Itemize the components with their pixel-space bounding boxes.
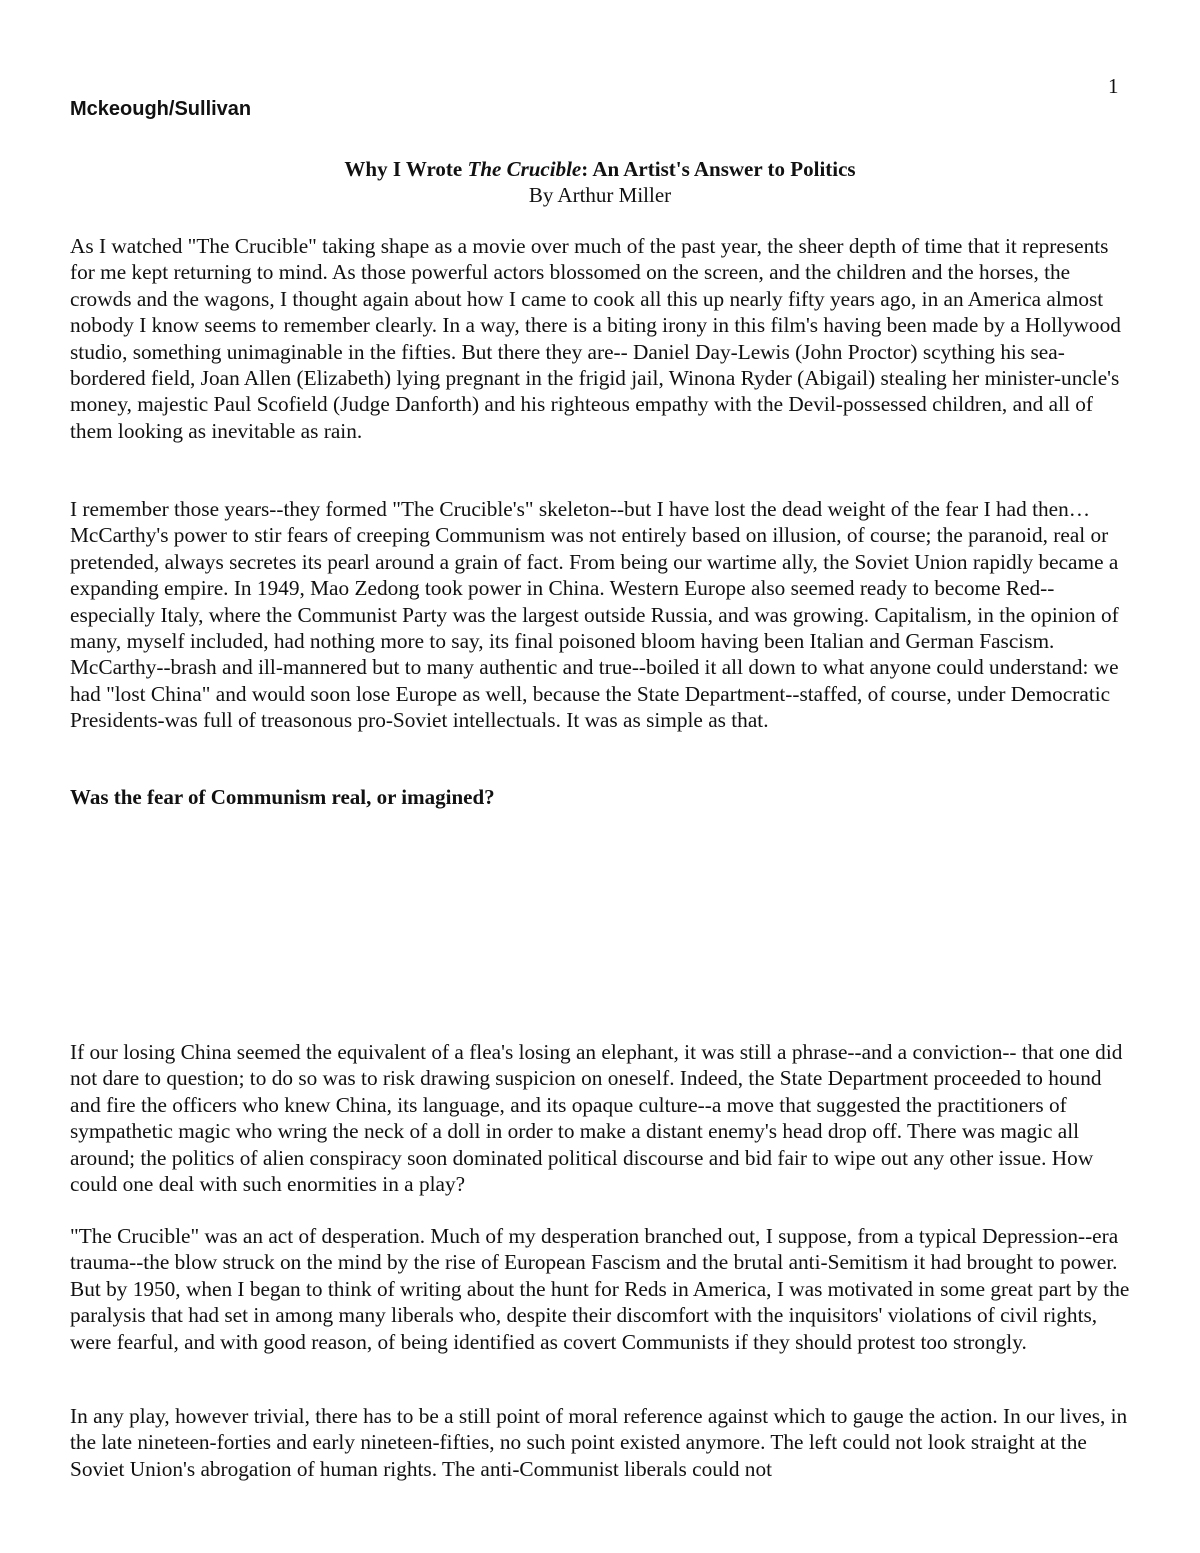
title-block (0, 156, 1200, 208)
title-italic: The Crucible (467, 157, 582, 181)
header-author-names: Mckeough/Sullivan (70, 98, 252, 120)
question-heading: Was the fear of Communism real, or imagined? (70, 785, 495, 809)
paragraph-3: If our losing China seemed the equivalent of a flea's losing an elephant, it was still a phrase--and a conviction-- that one did not dare to question; to do so was to risk drawing suspicion on oneself. Indeed, the State Department proceeded to hound and fire the officers who knew China, its language, and its opaque culture--a move that suggested the practitioners of sympathetic magic who wring the neck of a doll in order to make a distant enemy's head drop off. There was magic all around; the politics of alien conspiracy soon dominated political discourse and bid fair to wipe out any other issue. How could one deal with such enormities in a play? (70, 1040, 1123, 1197)
article-title (0, 156, 1200, 182)
article-byline: By Arthur Miller (528, 183, 672, 207)
paragraph-5: In any play, however trivial, there has to be a still point of moral reference against which to gauge the action. In our lives, in the late nineteen-forties and early nineteen-fifties, no such point existed anymore. The left could not look straight at the Soviet Union's abrogation of human rights. The anti-Communist liberals could not (70, 1404, 1128, 1481)
page-number: 1 (1108, 74, 1119, 98)
title-prefix: Why I Wrote (344, 157, 468, 181)
title-suffix: : An Artist's Answer to Politics (581, 157, 856, 181)
paragraph-1: As I watched "The Crucible" taking shape as a movie over much of the past year, the sheer depth of time that it represents for me kept returning to mind. As those powerful actors blossomed on the screen, and the children and the horses, the crowds and the wagons, I thought again about how I came to cook all this up nearly fifty years ago, in an America almost nobody I know seems to remember clearly. In a way, there is a biting irony in this film's having been made by a Hollywood studio, something unimaginable in the fifties. But there they are-- Daniel Day-Lewis (John Proctor) scything his sea-bordered field, Joan Allen (Elizabeth) lying pregnant in the frigid jail, Winona Ryder (Abigail) stealing her minister-uncle's money, majestic Paul Scofield (Judge Danforth) and his righteous empathy with the Devil-possessed children, and all of them looking as inevitable as rain. (70, 234, 1121, 443)
paragraph-2: I remember those years--they formed "The Crucible's" skeleton--but I have lost the dead weight of the fear I had then… McCarthy's power to stir fears of creeping Communism was not entirely based on illusion, of course; the paranoid, real or pretended, always secretes its pearl around a grain of fact. From being our wartime ally, the Soviet Union rapidly became a expanding empire. In 1949, Mao Zedong took power in China. Western Europe also seemed ready to become Red--especially Italy, where the Communist Party was the largest outside Russia, and was growing. Capitalism, in the opinion of many, myself included, had nothing more to say, its final poisoned bloom having been Italian and German Fascism. McCarthy--brash and ill-mannered but to many authentic and true--boiled it all down to what anyone could understand: we had "lost China" and would soon lose Europe as well, because the State Department--staffed, of course, under Democratic Presidents-was full of treasonous pro-Soviet intellectuals. It was as simple as that. (70, 497, 1119, 733)
paragraph-4: "The Crucible" was an act of desperation. Much of my desperation branched out, I suppose, from a typical Depression--era trauma--the blow struck on the mind by the rise of European Fascism and the brutal anti-Semitism it had brought to power. But by 1950, when I began to think of writing about the hunt for Reds in America, I was motivated in some great part by the paralysis that had set in among many liberals who, despite their discomfort with the inquisitors' violations of civil rights, were fearful, and with good reason, of being identified as covert Communists if they should protest too strongly. (70, 1224, 1130, 1354)
